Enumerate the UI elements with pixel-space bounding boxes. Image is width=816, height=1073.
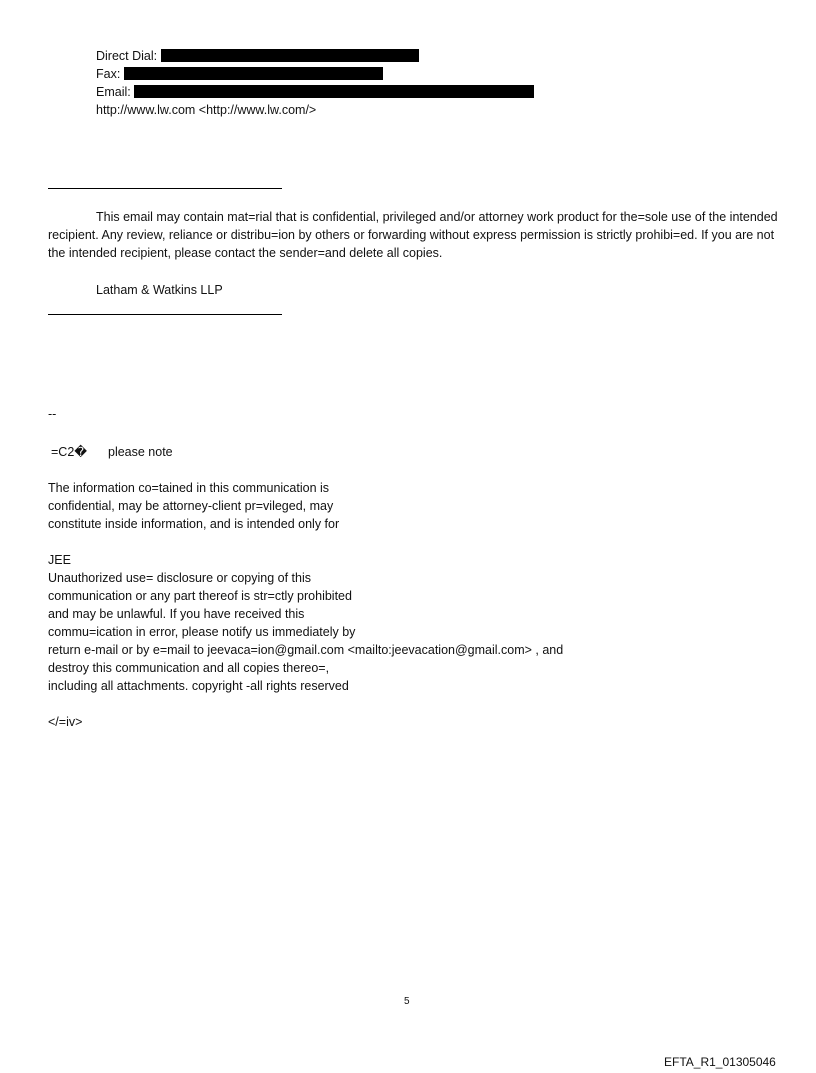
email-line: [96, 83, 534, 101]
jee-label: JEE: [48, 553, 71, 567]
redaction-bar: [124, 67, 383, 80]
unauth-line: commu=ication in error, please notify us immediately by: [48, 625, 356, 639]
email-label: Email:: [96, 85, 131, 99]
unauth-line: destroy this communication and all copies thereo=,: [48, 661, 330, 675]
note-code: =C2�: [51, 445, 88, 459]
direct-dial-label: Direct Dial:: [96, 49, 158, 63]
redaction-bar: [161, 49, 419, 62]
unauth-line: communication or any part thereof is str=ctly prohibited: [48, 589, 352, 603]
unauth-line: Unauthorized use= disclosure or copying of this: [48, 571, 311, 585]
redaction-bar: [134, 85, 534, 98]
separator-rule: [48, 314, 282, 315]
fax-line: [96, 65, 383, 83]
signature-separator: --: [48, 407, 57, 421]
disclaimer-paragraph: This email may contain mat=rial that is confidential, privileged and/or attorney work product for the=sole use of the intended recipient. Any review, reliance or distribu=ion by others or forwarding without express permission is strictly prohibi=ed. If you are not the intended recipient, please contact the sender=and delete all copies.: [48, 210, 778, 260]
unauth-line: including all attachments. copyright -all rights reserved: [48, 679, 349, 693]
info-line: The information co=tained in this communication is: [48, 481, 330, 495]
unauth-line: and may be unlawful. If you have received this: [48, 607, 305, 621]
page-number: 5: [404, 996, 410, 1007]
fax-label: Fax:: [96, 67, 121, 81]
closing-tag: </=iv>: [48, 715, 83, 729]
direct-dial-line: [96, 47, 419, 65]
unauth-line: return e-mail or by e=mail to jeevaca=ion@gmail.com <mailto:jeevacation@gmail.com> , and: [48, 643, 564, 657]
website-link[interactable]: http://www.lw.com <http://www.lw.com/>: [96, 103, 317, 117]
note-label: please note: [108, 445, 173, 459]
info-line: confidential, may be attorney-client pr=vileged, may: [48, 499, 334, 513]
firm-name: Latham & Watkins LLP: [96, 283, 223, 297]
info-line: constitute inside information, and is intended only for: [48, 517, 340, 531]
bates-number: EFTA_R1_01305046: [664, 1055, 776, 1069]
separator-rule: [48, 188, 282, 189]
